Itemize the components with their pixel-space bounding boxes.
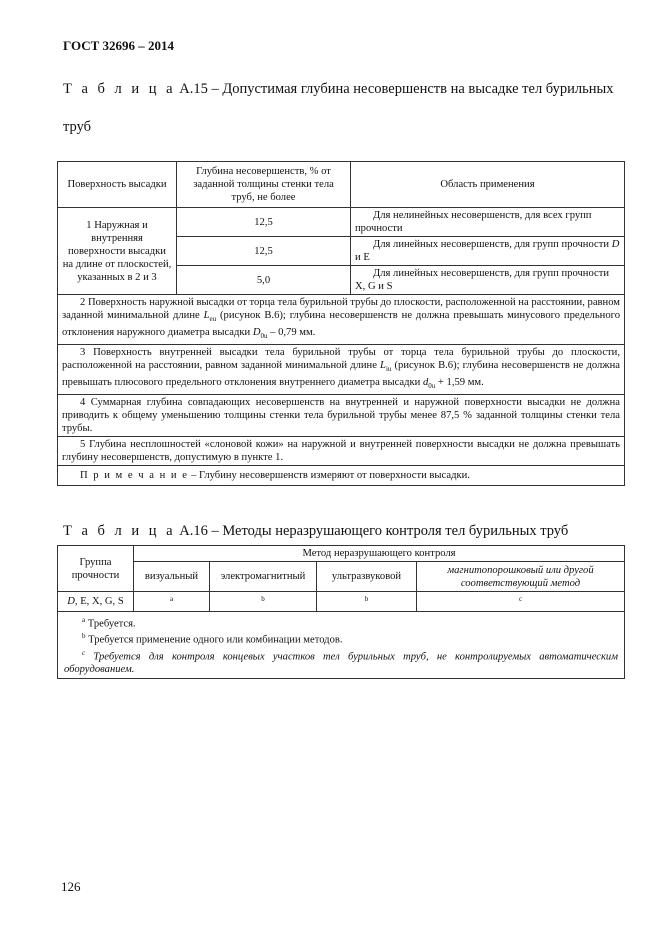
header-group: Группа прочности (58, 546, 134, 592)
footnote-c (64, 647, 618, 677)
footnote-b (64, 630, 618, 647)
table-15 (57, 161, 625, 486)
footnote-ref: c (518, 595, 523, 603)
header-visual: визуальный (134, 562, 210, 592)
row2-depth: 12,5 (177, 237, 351, 266)
footnote-ref: b (261, 595, 265, 603)
header-depth: Глубина несовершенств, % от заданной толщины стенки тела труб, не более (177, 162, 351, 208)
footnote-mark: c (82, 648, 86, 657)
paragraph-2: 2 Поверхность наружной высадки от торца тела бурильной трубы до плоскости, расположенной на расстоянии, равном заданной минимальной длине $L_{eu}$ (рисунок В.6); глубина несовершенств не должна превышать минусового предельного отклонения наружного диаметра высадки $D_{0u} - 0,79$ мм. (58, 295, 625, 345)
row3-scope: Для линейных несовершенств, для групп прочности X, G и S (351, 266, 625, 295)
row-visual (134, 592, 210, 612)
table-16-footnotes (58, 611, 625, 679)
footnote-text: Требуется применение одного или комбинации методов. (88, 634, 343, 646)
caption-text: А.15 – Допустимая глубина несовершенств на высадке тел бурильных (179, 81, 614, 97)
paragraph-3: 3 Поверхность внутренней высадки тела бурильной трубы от торца тела бурильной трубы до плоскости, расположенной на расстоянии, равном заданной минимальной длине $L_{iu}$ (рисунок В.6); глубина несовершенств не должна превышать плюсового предельного отклонения внутреннего диаметра высадки $d_{0u} + 1,59$ мм. (58, 345, 625, 395)
footnote-mark: a (82, 615, 86, 624)
caption-text: А.16 – Методы неразрушающего контроля тел бурильных труб (179, 523, 569, 539)
footnote-mark: b (82, 632, 86, 641)
header-surface: Поверхность высадки (58, 162, 177, 208)
row-electromagnetic (210, 592, 317, 612)
table-15-note (58, 466, 625, 486)
caption-prefix: Т а б л и ц а (63, 523, 176, 539)
header-scope: Область применения (351, 162, 625, 208)
table-16 (57, 545, 625, 679)
note-text: – Глубину несовершенств измеряют от поверхности высадки. (191, 470, 470, 482)
header-magnetic: магнитопорошковый или другой соответствующий метод (417, 562, 625, 592)
footnote-ref: b (364, 595, 369, 603)
row3-depth: 5,0 (177, 266, 351, 295)
footnote-ref: a (169, 595, 174, 603)
header-method: Метод неразрушающего контроля (134, 546, 625, 562)
row1-surface: 1 Наружная и внутренняя поверхности высадки на длине от плоскостей, указанных в 2 и 3 (58, 208, 177, 295)
table-15-caption (63, 79, 633, 99)
header-electromagnetic: электромагнитный (210, 562, 317, 592)
table-16-caption (63, 521, 568, 541)
row-group: D, E, X, G, S (58, 592, 134, 612)
row-magnetic (417, 592, 625, 612)
row1-scope: Для нелинейных несовершенств, для всех групп прочности (351, 208, 625, 237)
footnote-text: Требуется для контроля концевых участков тел бурильных труб, не контролируемых автоматическим оборудованием. (64, 651, 618, 676)
row2-scope: Для линейных несовершенств, для групп прочности D и E (351, 237, 625, 266)
header-ultrasonic: ультразвуковой (317, 562, 417, 592)
footnote-text: Требуется. (87, 618, 136, 630)
row-ultrasonic (317, 592, 417, 612)
footnote-a (64, 614, 618, 631)
paragraph-5: 5 Глубина несплошностей «слоновой кожи» на наружной и внутренней поверхности высадки не должна превышать глубину несовершенств, допустимую в пункте 1. (58, 437, 625, 466)
row1-depth: 12,5 (177, 208, 351, 237)
document-code: ГОСТ 32696 – 2014 (63, 38, 175, 53)
page-number: 126 (61, 879, 81, 894)
caption-prefix: Т а б л и ц а (63, 81, 176, 97)
note-prefix: П р и м е ч а н и е (80, 470, 189, 482)
table-15-caption-wrap: труб (63, 119, 92, 135)
paragraph-4: 4 Суммарная глубина совпадающих несовершенств на внутренней и наружной поверхности высадки не должна приводить к общему уменьшению толщины стенки тела бурильной трубы менее 87,5 % заданной толщины стенки тела трубы. (58, 395, 625, 437)
